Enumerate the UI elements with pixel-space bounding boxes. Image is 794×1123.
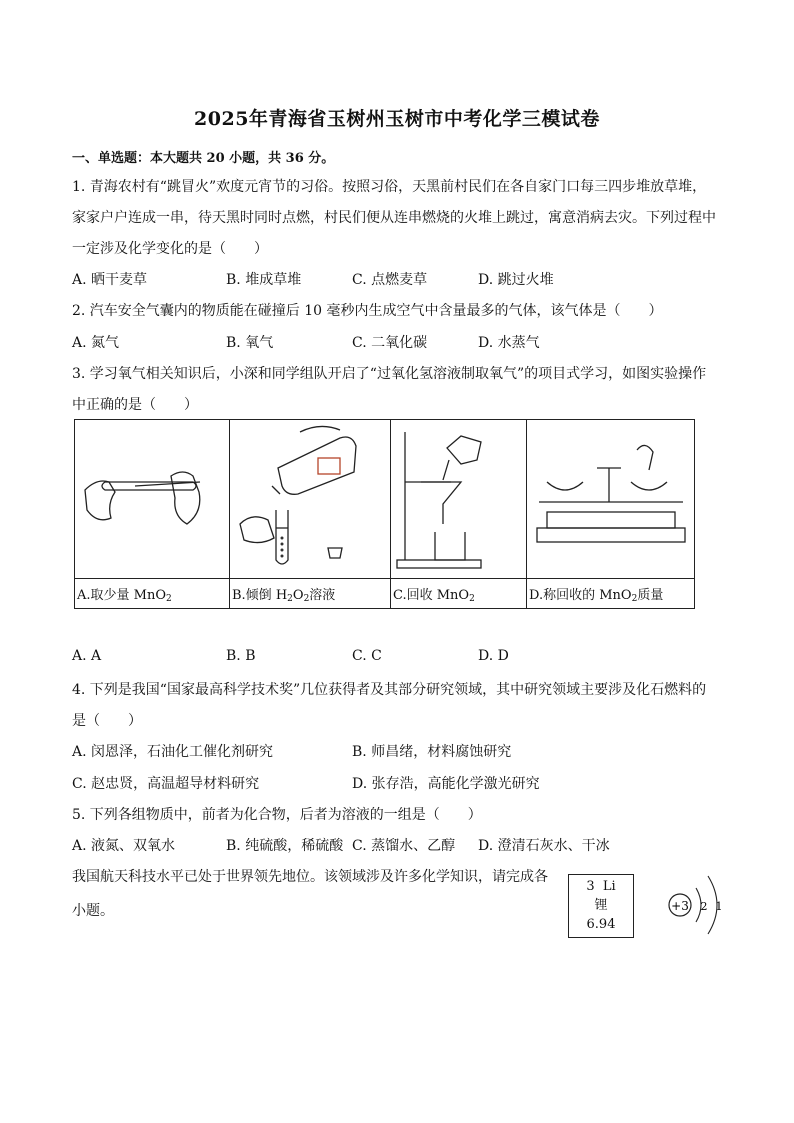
figure-b-caption: B.倾倒 $H_2O_2$溶液 xyxy=(230,579,391,609)
experiment-figure-table xyxy=(74,419,695,609)
lithium-atom-structure-icon xyxy=(660,868,730,942)
q5-option-d[interactable]: D. 澄清石灰水、干冰 xyxy=(478,838,610,854)
q3-line-1: 3. 学习氧气相关知识后，小深和同学组队开启了“过氧化氢溶液制取氧气”的项目式学习，如图实验操作 xyxy=(72,366,707,382)
q3-option-d[interactable]: D. D xyxy=(478,648,509,664)
shell-2-electrons: 1 xyxy=(715,900,723,913)
q4-option-d[interactable]: D. 张存浩，高能化学激光研究 xyxy=(352,776,540,792)
q1-option-c[interactable]: C. 点燃麦草 xyxy=(352,272,428,288)
q2-option-c[interactable]: C. 二氧化碳 xyxy=(352,335,428,351)
q1-line-2: 家家户户连成一串，待天黑时同时点燃，村民们便从连串燃烧的火堆上跳过，寓意消病去灾。下列过程中 xyxy=(72,210,716,226)
figure-a-cell xyxy=(75,420,230,579)
shell-1-electrons: 2 xyxy=(700,900,708,913)
q4-option-b[interactable]: B. 师昌绪，材料腐蚀研究 xyxy=(352,744,512,760)
q5-option-b[interactable]: B. 纯硫酸，稀硫酸 xyxy=(226,838,344,854)
q1-line-3: 一定涉及化学变化的是（ ） xyxy=(72,241,268,257)
q1-option-b[interactable]: B. 堆成草堆 xyxy=(226,272,302,288)
q2-line-1: 2. 汽车安全气囊内的物质能在碰撞后 10 毫秒内生成空气中含量最多的气体，该气体是（ ） xyxy=(72,303,663,319)
q2-option-a[interactable]: A. 氮气 xyxy=(72,335,120,351)
reagent-bottle-pour-icon xyxy=(230,420,391,578)
figure-a-caption: A.取少量 MnO$_2$ xyxy=(75,579,230,609)
element-name: 锂 xyxy=(594,898,608,913)
q4-option-a[interactable]: A. 闵恩泽，石油化工催化剂研究 xyxy=(72,744,274,760)
q5-option-a[interactable]: A. 液氮、双氧水 xyxy=(72,838,176,854)
q5-line-1: 5. 下列各组物质中，前者为化合物，后者为溶液的一组是（ ） xyxy=(72,807,482,823)
q5-option-c[interactable]: C. 蒸馏水、乙醇 xyxy=(352,838,456,854)
q4-option-c[interactable]: C. 赵忠贤，高温超导材料研究 xyxy=(72,776,260,792)
section-heading: 一、单选题：本大题共 20 小题，共 36 分。 xyxy=(72,151,335,166)
figure-d-caption: D.称回收的 MnO$_2$质量 xyxy=(527,579,695,609)
q3-line-2: 中正确的是（ ） xyxy=(72,397,198,413)
passage-line-1: 我国航天科技水平已处于世界领先地位。该领域涉及许多化学知识，请完成各 xyxy=(72,869,548,885)
figure-d-cell xyxy=(527,420,695,579)
passage-line-2: 小题。 xyxy=(72,903,114,919)
figure-c-cell xyxy=(391,420,527,579)
q4-line-2: 是（ ） xyxy=(72,713,142,729)
q3-option-b[interactable]: B. B xyxy=(226,648,256,664)
element-header: 3 Li xyxy=(586,879,616,894)
filtration-apparatus-icon xyxy=(391,420,527,578)
figure-b-cell xyxy=(230,420,391,579)
q2-option-b[interactable]: B. 氧气 xyxy=(226,335,274,351)
q1-option-d[interactable]: D. 跳过火堆 xyxy=(478,272,554,288)
q1-line-1: 1. 青海农村有“跳冒火”欢度元宵节的习俗。按照习俗，天黑前村民们在各自家门口每三四步堆放草堆， xyxy=(72,179,707,195)
q1-option-a[interactable]: A. 晒干麦草 xyxy=(72,272,148,288)
figure-c-caption: C.回收 MnO$_2$ xyxy=(391,579,527,609)
balance-scale-icon xyxy=(527,420,695,578)
q2-option-d[interactable]: D. 水蒸气 xyxy=(478,335,540,351)
q4-line-1: 4. 下列是我国“国家最高科学技术奖”几位获得者及其部分研究领域，其中研究领域主要涉及化石燃料的 xyxy=(72,682,707,698)
nucleus-charge: +3 xyxy=(671,899,689,913)
element-mass: 6.94 xyxy=(586,917,616,932)
q3-option-c[interactable]: C. C xyxy=(352,648,382,664)
exam-title: 2025年青海省玉树州玉树市中考化学三模试卷 xyxy=(194,108,600,130)
q3-option-a[interactable]: A. A xyxy=(72,648,102,664)
lithium-element-card xyxy=(568,874,634,938)
test-tube-spatula-icon xyxy=(75,420,230,578)
